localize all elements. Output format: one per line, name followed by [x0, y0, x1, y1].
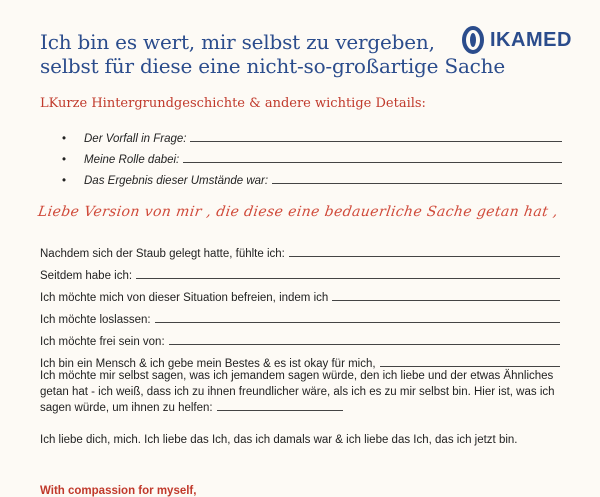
bullet-icon: •: [62, 133, 67, 145]
fill-in-line[interactable]: [332, 288, 560, 301]
prompt-row: [40, 348, 560, 370]
fill-in-line[interactable]: [272, 171, 562, 184]
prompt-list: [40, 238, 560, 370]
fill-in-line[interactable]: [380, 354, 560, 367]
fill-in-line[interactable]: [169, 332, 560, 345]
fill-in-line[interactable]: [190, 129, 562, 142]
compassion-paragraph: [40, 368, 560, 416]
logo-mark-icon: [462, 26, 484, 54]
prompt-label: Seitdem habe ich:: [40, 270, 133, 282]
prompt-label: Ich bin ein Mensch & ich gebe mein Bestes & es ist okay für mich,: [40, 358, 376, 370]
list-item: [62, 166, 562, 187]
list-item-label: Das Ergebnis dieser Umstände war:: [84, 175, 269, 187]
prompt-label: Ich möchte loslassen:: [40, 314, 151, 326]
title-line-2: selbst für diese eine nicht-so-großartige Sache: [40, 54, 505, 78]
bullet-icon: •: [62, 154, 67, 166]
prompt-row: [40, 282, 560, 304]
prompt-row: [40, 260, 560, 282]
page-title: [40, 30, 505, 78]
list-item-label: Meine Rolle dabei:: [84, 154, 180, 166]
prompt-row: [40, 238, 560, 260]
fill-in-line[interactable]: [155, 310, 560, 323]
fill-in-line[interactable]: [183, 150, 562, 163]
self-love-paragraph: Ich liebe dich, mich. Ich liebe das Ich, das ich damals war & ich liebe das Ich, das ich jetzt bin.: [40, 434, 518, 446]
background-section-heading: LKurze Hintergrundgeschichte & andere wichtige Details:: [40, 96, 426, 111]
compassion-paragraph-text: Ich möchte mir selbst sagen, was ich jemandem sagen würde, den ich liebe und der etwas Ähnliches getan hat - ich weiß, dass ich zu ihnen freundlicher wäre, als ich es zu mir selbst bin. Hier ist, was ich sagen würde, um ihnen zu helfen:: [40, 370, 555, 414]
ikamed-logo: [462, 26, 572, 54]
title-line-1: Ich bin es wert, mir selbst zu vergeben,: [40, 30, 435, 54]
closing-line: With compassion for myself,: [40, 485, 197, 497]
background-list: [62, 124, 562, 187]
list-item: [62, 145, 562, 166]
prompt-label: Ich möchte mich von dieser Situation befreien, indem ich: [40, 292, 329, 304]
fill-in-line[interactable]: [289, 244, 560, 257]
fill-in-line[interactable]: [136, 266, 560, 279]
fill-in-line[interactable]: [217, 400, 343, 411]
list-item: [62, 124, 562, 145]
script-heading: Liebe Version von mir , die diese eine bedauerliche Sache getan hat ,: [36, 204, 559, 220]
logo-text: IKAMED: [490, 28, 572, 51]
prompt-label: Ich möchte frei sein von:: [40, 336, 165, 348]
list-item-label: Der Vorfall in Frage:: [84, 133, 187, 145]
bullet-icon: •: [62, 175, 67, 187]
prompt-row: [40, 326, 560, 348]
prompt-label: Nachdem sich der Staub gelegt hatte, fühlte ich:: [40, 248, 285, 260]
prompt-row: [40, 304, 560, 326]
